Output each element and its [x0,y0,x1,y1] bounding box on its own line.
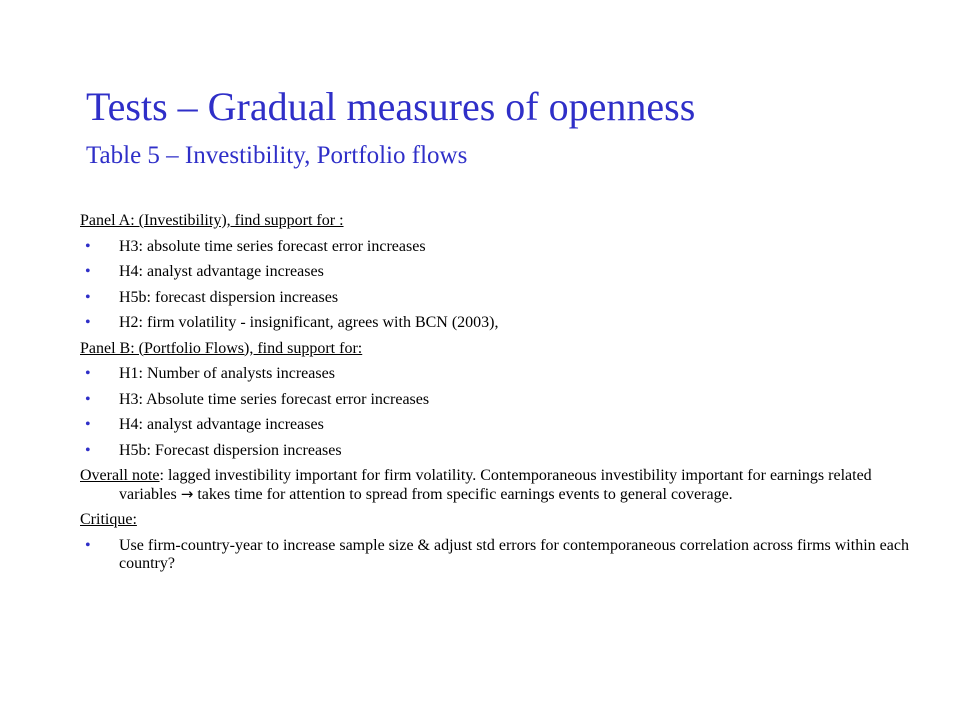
list-item-text: Use firm-country-year to increase sample size & adjust std errors for contemporaneous correlation across firms within each country? [119,536,909,572]
bullet-icon: • [85,416,91,433]
list-item-text: H1: Number of analysts increases [119,365,335,382]
list-item-text: H4: analyst advantage increases [119,416,324,433]
bullet-icon: • [85,390,91,408]
bullet-icon: • [85,237,91,255]
bullet-icon: • [85,441,91,459]
panel-b-heading: Panel B: (Portfolio Flows), find support for: [80,339,363,357]
bullet-icon: • [85,288,91,306]
list-item [80,442,910,468]
list-item-text: H5b: forecast dispersion increases [119,288,339,306]
list-item-text: H4: analyst advantage increases [119,263,324,280]
list-item-text: H2: firm volatility - insignificant, agrees with BCN (2003), [119,314,499,331]
list-item [80,416,910,442]
slide-body [80,212,910,573]
list-item [80,391,910,417]
overall-note-text-2: takes time for attention to spread from specific earnings events to general coverage. [193,486,733,503]
list-item [80,289,910,315]
slide-title: Tests – Gradual measures of openness [86,84,696,129]
list-item [80,314,910,340]
bullet-icon: • [85,314,91,331]
bullet-icon: • [85,263,91,280]
panel-a-heading: Panel A: (Investibility), find support for : [80,212,344,229]
slide-subtitle: Table 5 – Investibility, Portfolio flows [86,142,468,169]
arrow-right-icon: → [180,485,194,503]
critique-heading: Critique: [80,511,137,528]
list-item [80,238,910,264]
list-item [80,537,910,573]
list-item-text: H5b: Forecast dispersion increases [119,441,342,459]
overall-note [80,467,910,504]
list-item [80,365,910,391]
list-item-text: H3: absolute time series forecast error increases [119,237,426,255]
list-item-text: H3: Absolute time series forecast error increases [119,390,430,408]
bullet-icon: • [85,365,91,382]
bullet-icon: • [85,536,91,554]
overall-note-text-1: : lagged investibility important for firm volatility. Contemporaneous investibility important for earnings related variables [119,467,872,503]
list-item [80,263,910,289]
overall-note-label: Overall note [80,467,160,484]
